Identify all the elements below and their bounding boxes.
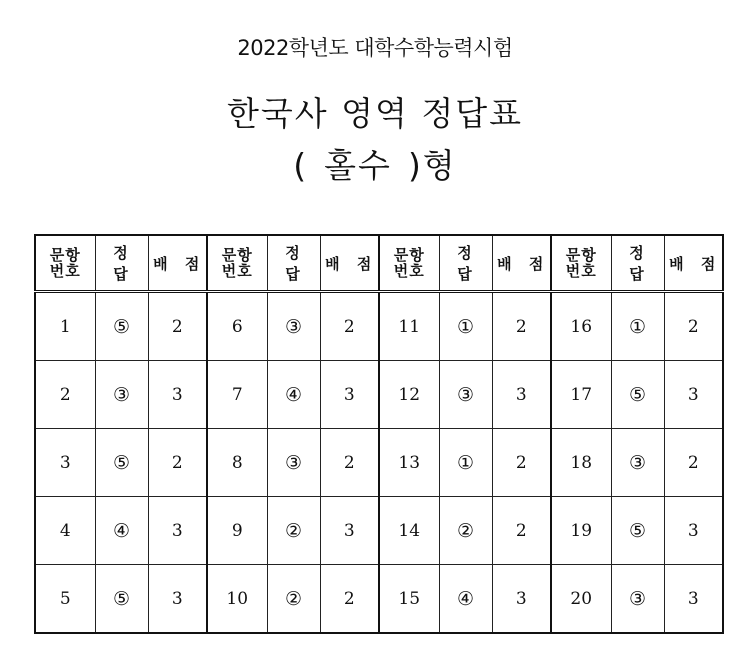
points-cell: 2 — [320, 292, 379, 361]
header-number: 문항 번호 — [379, 235, 439, 292]
answer-cell: ⑤ — [95, 429, 148, 497]
question-number: 1 — [35, 292, 95, 361]
points-cell: 2 — [320, 429, 379, 497]
answer-cell: ④ — [267, 361, 320, 429]
header-answer: 정 답 — [95, 235, 148, 292]
answer-cell: ④ — [439, 565, 492, 634]
question-number: 16 — [551, 292, 611, 361]
answer-table — [34, 234, 724, 634]
question-number: 10 — [207, 565, 267, 634]
answer-cell: ③ — [611, 429, 664, 497]
points-cell: 2 — [492, 429, 551, 497]
header-number: 문항 번호 — [35, 235, 95, 292]
points-cell: 2 — [148, 429, 207, 497]
question-number: 7 — [207, 361, 267, 429]
header-points: 배 점 — [664, 235, 723, 292]
header-answer: 정 답 — [439, 235, 492, 292]
points-cell: 2 — [148, 292, 207, 361]
question-number: 3 — [35, 429, 95, 497]
question-number: 8 — [207, 429, 267, 497]
answer-cell: ① — [439, 292, 492, 361]
question-number: 11 — [379, 292, 439, 361]
points-cell: 2 — [664, 429, 723, 497]
points-cell: 3 — [148, 497, 207, 565]
points-cell: 3 — [320, 361, 379, 429]
answer-cell: ③ — [267, 429, 320, 497]
answer-cell: ④ — [95, 497, 148, 565]
table-row — [35, 497, 723, 565]
points-cell: 2 — [492, 292, 551, 361]
type-open-paren: ( — [293, 146, 309, 185]
header-points: 배 점 — [148, 235, 207, 292]
question-number: 14 — [379, 497, 439, 565]
answer-cell: ⑤ — [611, 361, 664, 429]
question-number: 15 — [379, 565, 439, 634]
answer-cell: ② — [267, 565, 320, 634]
type-close-paren: )형 — [407, 146, 457, 185]
type-name: 홀수 — [324, 146, 392, 185]
answer-type-title — [0, 140, 750, 187]
question-number: 12 — [379, 361, 439, 429]
question-number: 13 — [379, 429, 439, 497]
points-cell: 2 — [664, 292, 723, 361]
question-number: 4 — [35, 497, 95, 565]
points-cell: 3 — [664, 565, 723, 634]
question-number: 19 — [551, 497, 611, 565]
answer-cell: ⑤ — [95, 565, 148, 634]
question-number: 18 — [551, 429, 611, 497]
table-row — [35, 565, 723, 634]
question-number: 9 — [207, 497, 267, 565]
answer-cell: ① — [439, 429, 492, 497]
answer-cell: ⑤ — [95, 292, 148, 361]
table-row — [35, 429, 723, 497]
table-row — [35, 361, 723, 429]
points-cell: 2 — [492, 497, 551, 565]
question-number: 17 — [551, 361, 611, 429]
subject-title: 한국사 영역 정답표 — [226, 94, 523, 133]
header-number: 문항 번호 — [551, 235, 611, 292]
answer-cell: ① — [611, 292, 664, 361]
points-cell: 3 — [492, 565, 551, 634]
points-cell: 3 — [320, 497, 379, 565]
header-answer: 정 답 — [267, 235, 320, 292]
answer-cell: ⑤ — [611, 497, 664, 565]
header-answer: 정 답 — [611, 235, 664, 292]
exam-title: 2022학년도 대학수학능력시험 — [237, 36, 513, 60]
answer-cell: ② — [439, 497, 492, 565]
header-number: 문항 번호 — [207, 235, 267, 292]
question-number: 5 — [35, 565, 95, 634]
answer-cell: ③ — [95, 361, 148, 429]
header-points: 배 점 — [320, 235, 379, 292]
table-row — [35, 292, 723, 361]
points-cell: 3 — [664, 361, 723, 429]
answer-cell: ② — [267, 497, 320, 565]
answer-cell: ③ — [439, 361, 492, 429]
points-cell: 3 — [148, 361, 207, 429]
header-row — [35, 235, 723, 292]
question-number: 20 — [551, 565, 611, 634]
points-cell: 3 — [492, 361, 551, 429]
question-number: 2 — [35, 361, 95, 429]
points-cell: 2 — [320, 565, 379, 634]
header-points: 배 점 — [492, 235, 551, 292]
points-cell: 3 — [148, 565, 207, 634]
answer-cell: ③ — [611, 565, 664, 634]
answer-cell: ③ — [267, 292, 320, 361]
points-cell: 3 — [664, 497, 723, 565]
question-number: 6 — [207, 292, 267, 361]
